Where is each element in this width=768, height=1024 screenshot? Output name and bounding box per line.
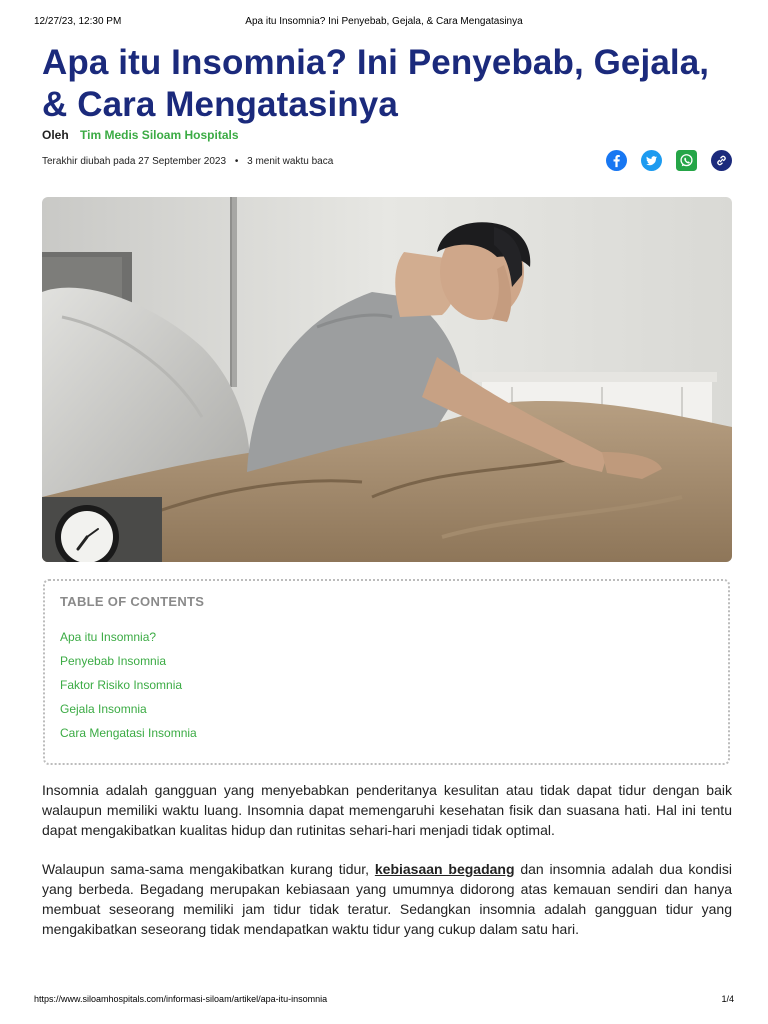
- byline: [42, 128, 239, 142]
- article-meta: [42, 156, 333, 167]
- toc-heading: TABLE OF CONTENTS: [60, 594, 205, 609]
- toc-item[interactable]: Gejala Insomnia: [60, 702, 147, 716]
- toc-item[interactable]: Apa itu Insomnia?: [60, 630, 157, 644]
- print-datetime: 12/27/23, 12:30 PM: [34, 16, 122, 27]
- author-link[interactable]: Tim Medis Siloam Hospitals: [80, 128, 239, 142]
- read-time: 3 menit waktu baca: [247, 156, 334, 167]
- toc-item[interactable]: Faktor Risiko Insomnia: [60, 678, 183, 692]
- updated-date: Terakhir diubah pada 27 September 2023: [42, 156, 227, 167]
- meta-separator: •: [234, 156, 239, 167]
- page-number: 1/4: [721, 994, 734, 1004]
- paragraph-2-end: dan insomnia adalah dua kondisi yang berbeda. Begadang merupakan kebiasaan yang umumnya didorong atas kemauan sendiri dan hanya membuat seseorang memiliki jam tidur tidak teratur. Sedangkan insomnia adalah gangguan tidur yang mengakibatkan seseorang tidak mendapatkan waktu tidur yang cukup dalam satu hari.: [42, 861, 733, 937]
- whatsapp-icon[interactable]: [676, 150, 697, 171]
- table-of-contents: [43, 579, 730, 765]
- toc-item[interactable]: Cara Mengatasi Insomnia: [60, 726, 197, 740]
- paragraph-2: [42, 859, 732, 939]
- twitter-icon[interactable]: [641, 150, 662, 171]
- paragraph-2-start: Walaupun sama-sama mengakibatkan kurang tidur,: [42, 861, 375, 877]
- copy-link-icon[interactable]: [711, 150, 732, 171]
- toc-item[interactable]: Penyebab Insomnia: [60, 654, 167, 668]
- facebook-icon[interactable]: [606, 150, 627, 171]
- paragraph-1: Insomnia adalah gangguan yang menyebabkan penderitanya kesulitan atau tidak dapat tidur dengan baik walaupun memiliki waktu luang. Insomnia dapat memengaruhi kesehatan fisik dan suasana hati. Hal ini tentu dapat mengakibatkan kualitas hidup dan rutinitas sehari-hari menjadi tidak optimal.: [42, 782, 732, 838]
- begadang-link[interactable]: kebiasaan begadang: [374, 861, 515, 877]
- toc-list: [60, 625, 197, 745]
- share-buttons: [606, 150, 732, 171]
- print-header: [34, 16, 734, 30]
- hero-image: [42, 197, 732, 562]
- print-footer: [34, 994, 734, 1006]
- page-url: https://www.siloamhospitals.com/informasi-siloam/artikel/apa-itu-insomnia: [34, 994, 328, 1004]
- article-title: Apa itu Insomnia? Ini Penyebab, Gejala, & Cara Mengatasinya: [42, 43, 710, 124]
- byline-prefix: Oleh: [42, 128, 69, 142]
- print-page-title: Apa itu Insomnia? Ini Penyebab, Gejala, & Cara Mengatasinya: [245, 16, 523, 27]
